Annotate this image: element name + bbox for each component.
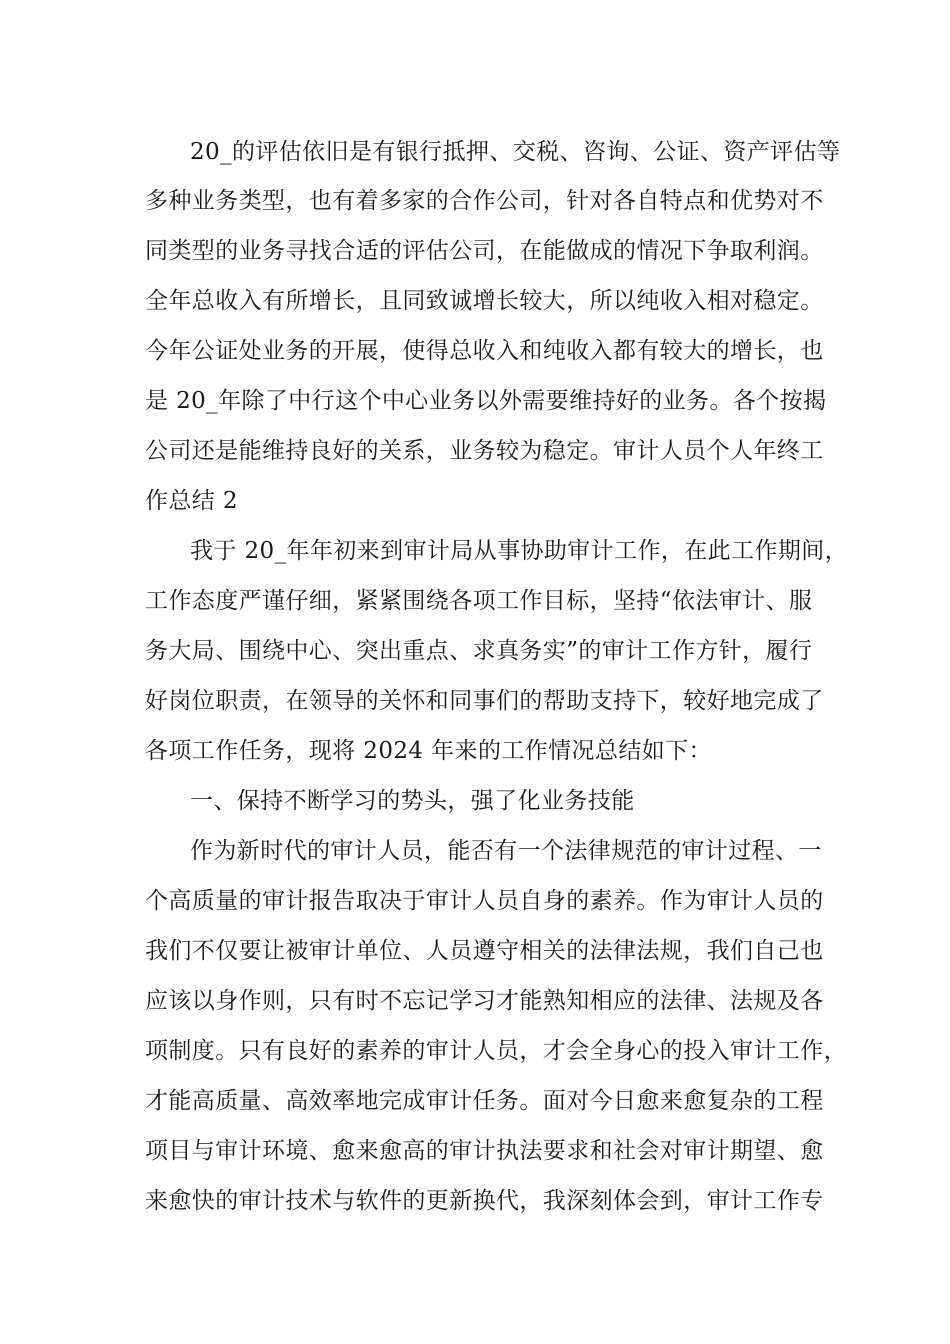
paragraph-2-line-5: 各项工作任务，现将 2024 年来的工作情况总结如下： xyxy=(145,738,712,764)
paragraph-3-line-2: 个高质量的审计报告取决于审计人员自身的素养。作为审计人员的 xyxy=(145,888,824,914)
paragraph-1-line-3: 同类型的业务寻找合适的评估公司，在能做成的情况下争取利润。 xyxy=(145,238,824,264)
paragraph-2-line-4: 好岗位职责，在领导的关怀和同事们的帮助支持下，较好地完成了 xyxy=(145,688,824,714)
paragraph-2-line-1: 我于 20_年年初来到审计局从事协助审计工作，在此工作期间， xyxy=(190,538,849,564)
paragraph-1-line-5: 今年公证处业务的开展，使得总收入和纯收入都有较大的增长，也 xyxy=(145,338,824,364)
paragraph-1-line-6: 是 20_年除了中行这个中心业务以外需要维持好的业务。各个按揭 xyxy=(145,388,827,414)
paragraph-2-line-3: 务大局、围绕中心、突出重点、求真务实”的审计工作方针，履行 xyxy=(145,638,813,664)
paragraph-3-line-7: 项目与审计环境、愈来愈高的审计执法要求和社会对审计期望、愈 xyxy=(145,1138,824,1164)
paragraph-3-line-6: 才能高质量、高效率地完成审计任务。面对今日愈来愈复杂的工程 xyxy=(145,1088,824,1114)
paragraph-1-line-2: 多种业务类型，也有着多家的合作公司，针对各自特点和优势对不 xyxy=(145,188,824,214)
paragraph-3-line-1: 作为新时代的审计人员，能否有一个法律规范的审计过程、一 xyxy=(190,838,822,864)
paragraph-2-line-2: 工作态度严谨仔细，紧紧围绕各项工作目标，坚持“依法审计、服 xyxy=(145,588,813,614)
paragraph-1-line-7: 公司还是能维持良好的关系，业务较为稳定。审计人员个人年终工 xyxy=(145,438,824,464)
paragraph-3-line-8: 来愈快的审计技术与软件的更新换代，我深刻体会到，审计工作专 xyxy=(145,1188,824,1214)
paragraph-3-line-5: 项制度。只有良好的素养的审计人员，才会全身心的投入审计工作， xyxy=(145,1038,847,1064)
paragraph-1-line-4: 全年总收入有所增长，且同致诚增长较大，所以纯收入相对稳定。 xyxy=(145,288,824,314)
section-heading: 一、保持不断学习的势头，强了化业务技能 xyxy=(190,788,635,814)
paragraph-3-line-3: 我们不仅要让被审计单位、人员遵守相关的法律法规，我们自己也 xyxy=(145,938,824,964)
paragraph-1-line-8: 作总结 2 xyxy=(145,488,238,514)
paragraph-1-line-1: 20_的评估依旧是有银行抵押、交税、咨询、公证、资产评估等 xyxy=(190,139,841,165)
paragraph-3-line-4: 应该以身作则，只有时不忘记学习才能熟知相应的法律、法规及各 xyxy=(145,988,824,1014)
